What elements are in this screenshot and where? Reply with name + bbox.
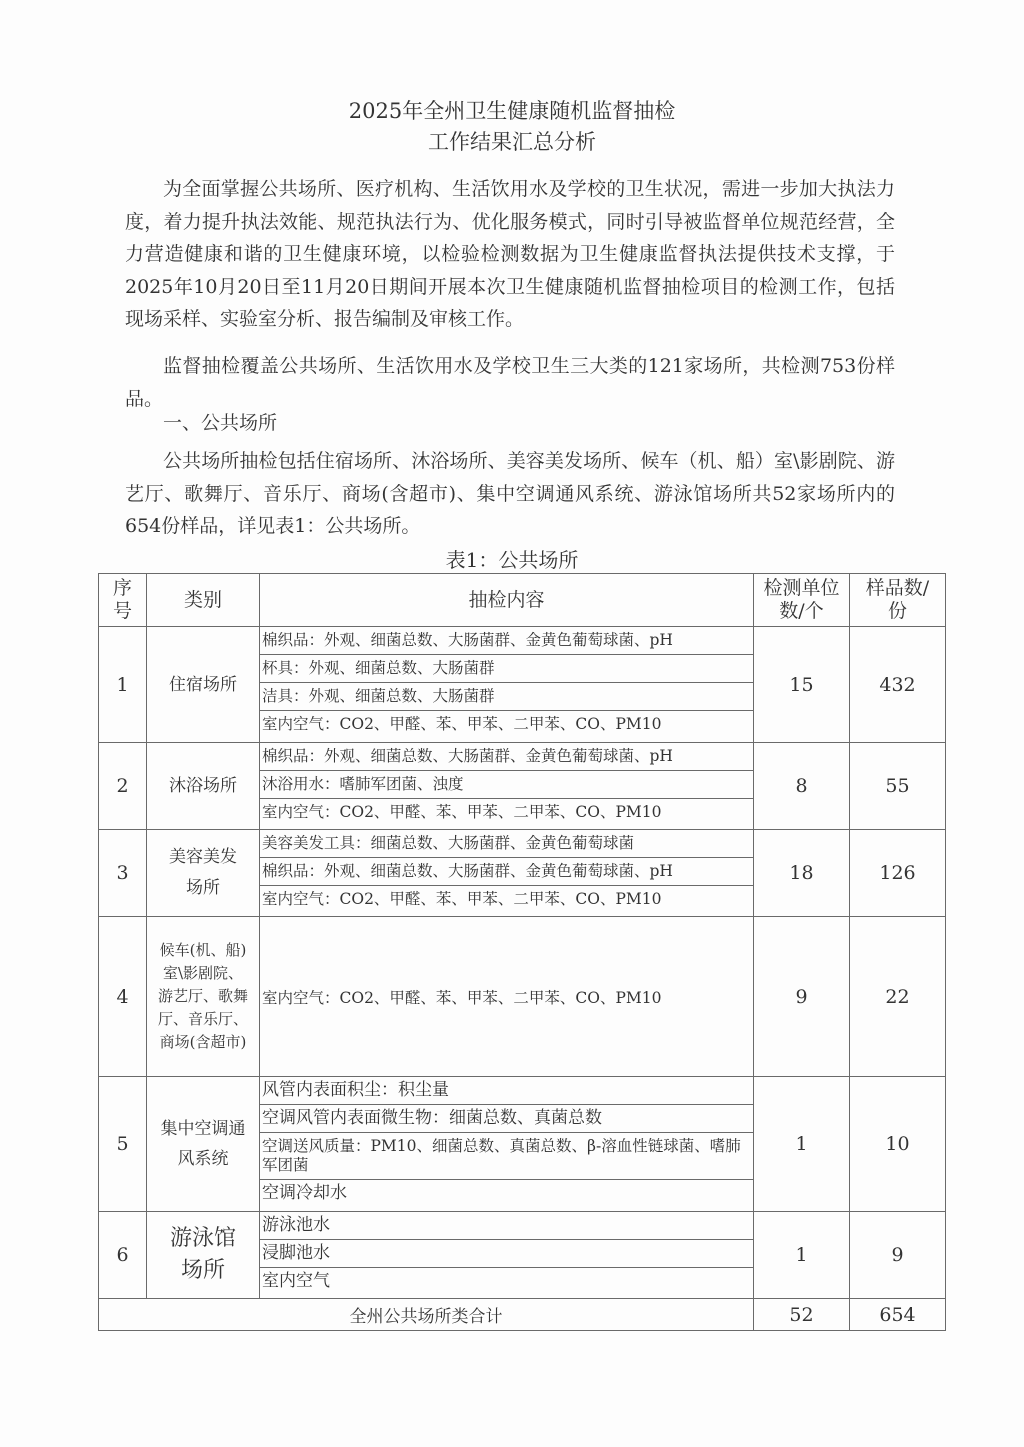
content-item: 风管内表面积尘：积尘量 bbox=[260, 1077, 753, 1105]
header-seq: 序号 bbox=[99, 574, 147, 627]
intro-paragraph: 为全面掌握公共场所、医疗机构、生活饮用水及学校的卫生状况，需进一步加大执法力度，着力提升执法效能、规范执法行为、优化服务模式，同时引导被监督单位规范经营，全力营造健康和谐的卫生健康环境，以检验检测数据为卫生健康监督执法提供技术支撑，于2025年10月20日至11月20日期间开展本次卫生健康随机监督抽检项目的检测工作，包括现场采样、实验室分析、报告编制及审核工作。 bbox=[125, 178, 895, 330]
content-item: 室内空气：CO2、甲醛、苯、甲苯、二甲苯、CO、PM10 bbox=[262, 715, 662, 733]
total-row bbox=[99, 1299, 946, 1331]
row-samples: 55 bbox=[850, 743, 946, 830]
section-body: 公共场所抽检包括住宿场所、沐浴场所、美容美发场所、候车（机、船）室\影剧院、游艺厅、歌舞厅、音乐厅、商场(含超市)、集中空调通风系统、游泳馆场所共52家场所内的654份样品，详见表1：公共场所。 bbox=[125, 450, 895, 537]
content-item: 浸脚池水 bbox=[260, 1240, 753, 1268]
section-heading: 一、公共场所 bbox=[163, 412, 278, 434]
content-item: 空调送风质量：PM10、细菌总数、真菌总数、β-溶血性链球菌、嗜肺军团菌 bbox=[260, 1133, 753, 1180]
total-samples: 654 bbox=[850, 1299, 946, 1331]
row-category: 美容美发场所 bbox=[147, 830, 260, 917]
row-category: 候车(机、船)室\影剧院、游艺厅、歌舞厅、音乐厅、商场(含超市) bbox=[147, 917, 260, 1077]
row-units: 9 bbox=[754, 917, 850, 1077]
content-item: 棉织品：外观、细菌总数、大肠菌群、金黄色葡萄球菌、pH bbox=[260, 858, 753, 886]
table-row bbox=[99, 1077, 946, 1212]
content-item: 沐浴用水：嗜肺军团菌、浊度 bbox=[260, 771, 753, 799]
content-item: 棉织品：外观、细菌总数、大肠菌群、金黄色葡萄球菌、pH bbox=[260, 627, 753, 655]
row-category: 游泳馆场所 bbox=[147, 1212, 260, 1299]
table-row bbox=[99, 1212, 946, 1299]
row-content bbox=[260, 917, 754, 1077]
header-units: 检测单位数/个 bbox=[754, 574, 850, 627]
row-samples: 126 bbox=[850, 830, 946, 917]
content-item: 室内空气：CO2、甲醛、苯、甲苯、二甲苯、CO、PM10 bbox=[262, 988, 662, 1007]
row-content bbox=[260, 1077, 754, 1212]
row-samples: 432 bbox=[850, 627, 946, 743]
content-item: 杯具：外观、细菌总数、大肠菌群 bbox=[260, 655, 753, 683]
table-row bbox=[99, 627, 946, 743]
row-units: 1 bbox=[754, 1077, 850, 1212]
row-units: 15 bbox=[754, 627, 850, 743]
table-caption: 表1：公共场所 bbox=[445, 548, 579, 572]
row-seq: 1 bbox=[99, 627, 147, 743]
content-item: 空调冷却水 bbox=[262, 1183, 347, 1203]
table-row bbox=[99, 917, 946, 1077]
content-item: 空调风管内表面微生物：细菌总数、真菌总数 bbox=[260, 1105, 753, 1133]
row-seq: 3 bbox=[99, 830, 147, 917]
content-item: 洁具：外观、细菌总数、大肠菌群 bbox=[260, 683, 753, 711]
content-item: 棉织品：外观、细菌总数、大肠菌群、金黄色葡萄球菌、pH bbox=[260, 743, 753, 771]
row-content bbox=[260, 627, 754, 743]
row-units: 1 bbox=[754, 1212, 850, 1299]
header-samples: 样品数/份 bbox=[850, 574, 946, 627]
table-row bbox=[99, 830, 946, 917]
total-label: 全州公共场所类合计 bbox=[99, 1299, 754, 1331]
content-item: 室内空气：CO2、甲醛、苯、甲苯、二甲苯、CO、PM10 bbox=[262, 890, 662, 908]
content-item: 游泳池水 bbox=[260, 1212, 753, 1240]
row-content bbox=[260, 743, 754, 830]
content-item: 室内空气：CO2、甲醛、苯、甲苯、二甲苯、CO、PM10 bbox=[262, 803, 662, 821]
row-seq: 6 bbox=[99, 1212, 147, 1299]
row-samples: 22 bbox=[850, 917, 946, 1077]
content-item: 美容美发工具：细菌总数、大肠菌群、金黄色葡萄球菌 bbox=[260, 830, 753, 858]
total-units: 52 bbox=[754, 1299, 850, 1331]
row-units: 18 bbox=[754, 830, 850, 917]
document-subtitle: 工作结果汇总分析 bbox=[428, 130, 596, 154]
row-units: 8 bbox=[754, 743, 850, 830]
row-seq: 5 bbox=[99, 1077, 147, 1212]
row-category: 住宿场所 bbox=[147, 627, 260, 743]
row-category: 集中空调通风系统 bbox=[147, 1077, 260, 1212]
scope-paragraph: 监督抽检覆盖公共场所、生活饮用水及学校卫生三大类的121家场所，共检测753份样品。 bbox=[125, 355, 895, 410]
row-content bbox=[260, 1212, 754, 1299]
row-seq: 4 bbox=[99, 917, 147, 1077]
row-samples: 9 bbox=[850, 1212, 946, 1299]
table-row bbox=[99, 743, 946, 830]
row-samples: 10 bbox=[850, 1077, 946, 1212]
table-header-row bbox=[99, 574, 946, 627]
row-content bbox=[260, 830, 754, 917]
content-item: 室内空气 bbox=[262, 1271, 330, 1291]
document-title: 2025年全州卫生健康随机监督抽检 bbox=[348, 99, 676, 123]
row-seq: 2 bbox=[99, 743, 147, 830]
header-category: 类别 bbox=[147, 574, 260, 627]
public-places-table bbox=[98, 573, 946, 1331]
header-content: 抽检内容 bbox=[260, 574, 754, 627]
row-category: 沐浴场所 bbox=[147, 743, 260, 830]
